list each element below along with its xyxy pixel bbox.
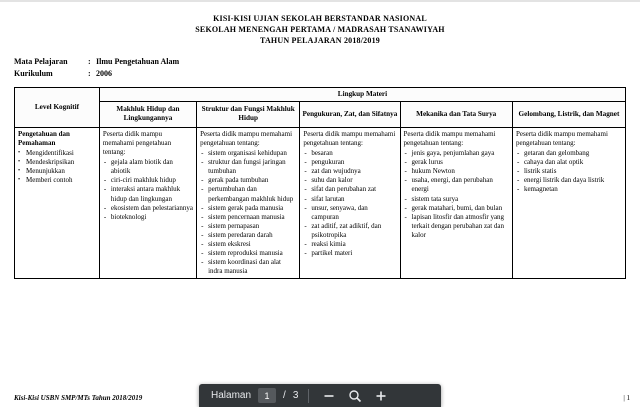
list-item: - interaksi antara makhluk hidup dan lingkungan bbox=[103, 185, 193, 203]
cell-list bbox=[103, 158, 193, 222]
table-group-header-row bbox=[15, 87, 626, 101]
list-item: - jenis gaya, penjumlahan gaya bbox=[404, 149, 509, 158]
cell-level-kognitif bbox=[15, 127, 100, 279]
list-item: - kemagnetan bbox=[516, 185, 622, 194]
table-row bbox=[15, 127, 626, 279]
list-item: - hukum Newton bbox=[404, 167, 509, 176]
list-item: - gerak pada tumbuhan bbox=[200, 176, 296, 185]
list-item: - sistem organisasi kehidupan bbox=[200, 149, 296, 158]
cell-list bbox=[303, 149, 396, 258]
header-mekanika-tata-surya: Mekanika dan Tata Surya bbox=[400, 101, 512, 127]
list-item: - usaha, energi, dan perubahan energi bbox=[404, 176, 509, 194]
document-meta bbox=[14, 56, 626, 80]
list-item: - besaran bbox=[303, 149, 396, 158]
list-item: - zat aditif, zat adiktif, dan psikotropika bbox=[303, 222, 396, 240]
zoom-in-button[interactable] bbox=[371, 386, 390, 405]
viewer-toolbar bbox=[199, 384, 441, 407]
page-total: 3 bbox=[292, 390, 299, 401]
list-item: - gerak matahari, bumi, dan bulan bbox=[404, 204, 509, 213]
page-separator: / bbox=[283, 390, 286, 401]
list-item: - partikel materi bbox=[303, 249, 396, 258]
header-gelombang-listrik-magnet: Gelombang, Listrik, dan Magnet bbox=[512, 101, 625, 127]
list-item: • Memberi contoh bbox=[18, 176, 96, 185]
document-title-line-1: KISI-KISI UJIAN SEKOLAH BERSTANDAR NASIONAL bbox=[213, 14, 427, 23]
magnifier-icon bbox=[348, 389, 362, 403]
meta-value: 2006 bbox=[96, 68, 112, 78]
cell-pengukuran-zat bbox=[300, 127, 400, 279]
list-item: - suhu dan kalor bbox=[303, 176, 396, 185]
list-item: • Mendeskripsikan bbox=[18, 158, 96, 167]
header-lingkup-materi: Lingkup Materi bbox=[99, 87, 625, 101]
list-item: - pengukuran bbox=[303, 158, 396, 167]
list-item: - getaran dan gelombang bbox=[516, 149, 622, 158]
cell-list bbox=[404, 149, 509, 240]
document-title-line-3: TAHUN PELAJARAN 2018/2019 bbox=[260, 36, 380, 46]
list-item: - lapisan litosfir dan atmosfir yang terkait dengan perubahan zat dan kalor bbox=[404, 213, 509, 240]
level-list bbox=[18, 149, 96, 185]
list-item: - unsur, senyawa, dan campuran bbox=[303, 204, 396, 222]
meta-separator: : bbox=[88, 68, 91, 78]
meta-separator: : bbox=[88, 56, 91, 66]
level-title: Pengetahuan dan Pemahaman bbox=[18, 129, 70, 148]
list-item: - sifat dan perubahan zat bbox=[303, 185, 396, 194]
list-item: - sistem peredaran darah bbox=[200, 231, 296, 240]
header-struktur-fungsi: Struktur dan Fungsi Makhluk Hidup bbox=[197, 101, 300, 127]
list-item: - struktur dan fungsi jaringan tumbuhan bbox=[200, 158, 296, 176]
list-item: - gejala alam biotik dan abiotik bbox=[103, 158, 193, 176]
list-item: - zat dan wujudnya bbox=[303, 167, 396, 176]
plus-icon bbox=[374, 389, 388, 403]
list-item: - sistem pencernaan manusia bbox=[200, 213, 296, 222]
header-pengukuran-zat: Pengukuran, Zat, dan Sifatnya bbox=[300, 101, 400, 127]
footer-document-label: Kisi-Kisi USBN SMP/MTs Tahun 2018/2019 bbox=[14, 394, 143, 402]
meta-label: Kurikulum bbox=[14, 68, 53, 78]
toolbar-divider bbox=[308, 389, 309, 403]
list-item: - sifat larutan bbox=[303, 195, 396, 204]
zoom-reset-button[interactable] bbox=[345, 386, 364, 405]
list-item: - sistem koordinasi dan alat indra manusia bbox=[200, 258, 296, 276]
list-item: - bioteknologi bbox=[103, 213, 193, 222]
minus-icon bbox=[322, 389, 336, 403]
footer-page-number: | 1 bbox=[623, 394, 630, 402]
cell-intro: Peserta didik mampu memahami pengetahuan tentang: bbox=[515, 129, 608, 148]
meta-value: Ilmu Pengetahuan Alam bbox=[96, 56, 180, 66]
meta-row-kurikulum bbox=[14, 68, 626, 80]
document-title-line-2: SEKOLAH MENENGAH PERTAMA / MADRASAH TSANAWIYAH bbox=[195, 25, 445, 35]
table-column-header-row bbox=[15, 101, 626, 127]
list-item: - reaksi kimia bbox=[303, 240, 396, 249]
list-item: - ekosistem dan pelestariannya bbox=[103, 204, 193, 213]
list-item: - cahaya dan alat optik bbox=[516, 158, 622, 167]
cell-mekanika-tata-surya bbox=[400, 127, 512, 279]
cell-struktur-fungsi bbox=[197, 127, 300, 279]
cell-gelombang-listrik-magnet bbox=[512, 127, 625, 279]
zoom-out-button[interactable] bbox=[319, 386, 338, 405]
list-item: • Menunjukkan bbox=[18, 167, 96, 176]
list-item: - sistem reproduksi manusia bbox=[200, 249, 296, 258]
page-label: Halaman bbox=[211, 390, 252, 401]
list-item: - pertumbuhan dan perkembangan makhluk hidup bbox=[200, 185, 296, 203]
list-item: - listrik statis bbox=[516, 167, 622, 176]
cell-intro: Peserta didik mampu memahami pengetahuan tentang: bbox=[102, 129, 172, 157]
list-item: - sistem pernapasan bbox=[200, 222, 296, 231]
document-title bbox=[14, 13, 626, 47]
meta-label: Mata Pelajaran bbox=[14, 56, 68, 66]
meta-row-mata-pelajaran bbox=[14, 56, 626, 68]
page-number-input[interactable] bbox=[258, 388, 276, 403]
header-makhluk-hidup-lingkungan: Makhluk Hidup dan Lingkungannya bbox=[99, 101, 196, 127]
list-item: - energi listrik dan daya listrik bbox=[516, 176, 622, 185]
header-level-kognitif: Level Kognitif bbox=[15, 87, 100, 127]
cell-list bbox=[516, 149, 622, 194]
list-item: - gerak lurus bbox=[404, 158, 509, 167]
kisi-kisi-table bbox=[14, 87, 626, 280]
cell-makhluk-hidup-lingkungan bbox=[99, 127, 196, 279]
list-item: • Mengidentifikasi bbox=[18, 149, 96, 158]
cell-intro: Peserta didik mampu memahami pengetahuan tentang: bbox=[303, 129, 396, 148]
cell-intro: Peserta didik mampu memahami pengetahuan tentang: bbox=[403, 129, 496, 148]
list-item: - sistem gerak pada manusia bbox=[200, 204, 296, 213]
list-item: - sistem ekskresi bbox=[200, 240, 296, 249]
cell-intro: Peserta didik mampu memahami pengetahuan tentang: bbox=[200, 129, 293, 148]
list-item: - ciri-ciri makhluk hidup bbox=[103, 176, 193, 185]
cell-list bbox=[200, 149, 296, 276]
list-item: - sistem tata surya bbox=[404, 195, 509, 204]
